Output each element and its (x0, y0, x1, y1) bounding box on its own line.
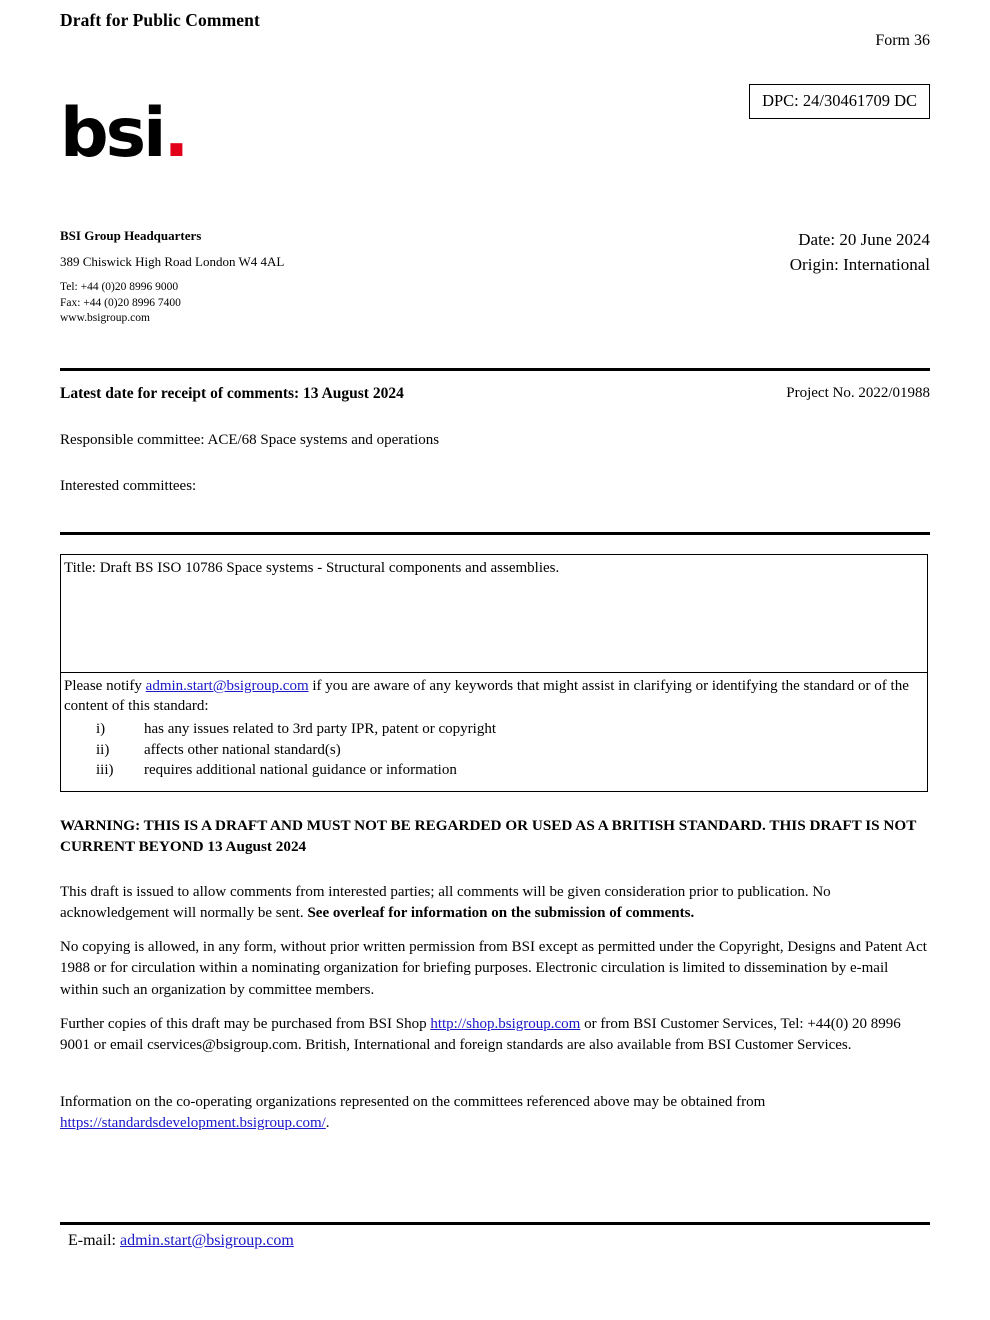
list-item-marker: ii) (96, 741, 110, 758)
address-web: www.bsigroup.com (60, 312, 150, 325)
list-item-text: has any issues related to 3rd party IPR, patent or copyright (144, 720, 497, 737)
paragraph-copies-suffix: or from BSI Customer Services, Tel: +44(0) 20 8996 9001 or email cservices@bsigroup.com. British, International and foreign standards are also available from BSI Customer Services. (60, 1016, 901, 1054)
list-item (96, 719, 927, 740)
paragraph-comments (60, 882, 930, 925)
list-item-text: affects other national standard(s) (144, 741, 341, 758)
divider-top (60, 368, 930, 371)
bsi-logo-dot: . (163, 94, 187, 173)
address-tel: Tel: +44 (0)20 8996 9000 (60, 281, 179, 294)
standards-development-link[interactable]: https://standardsdevelopment.bsigroup.com/ (60, 1115, 326, 1132)
latest-comment-date: Latest date for receipt of comments: 13 August 2024 (60, 385, 404, 402)
paragraph-organizations (60, 1092, 930, 1135)
paragraph-comments-emphasis: See overleaf for information on the submission of comments. (307, 905, 695, 922)
footer-email-row (68, 1232, 294, 1250)
document-date: Date: 20 June 2024 (798, 230, 930, 249)
form-number: Form 36 (875, 32, 930, 49)
footer-email-link[interactable]: admin.start@bsigroup.com (119, 1232, 294, 1249)
interested-committees: Interested committees: (60, 478, 197, 494)
paragraph-organizations-suffix: . (325, 1115, 330, 1132)
page-title: Draft for Public Comment (60, 10, 260, 30)
bsi-logo-text (60, 94, 187, 173)
bsi-logo-word: bsi (60, 94, 164, 173)
notify-block (61, 673, 927, 791)
list-item-marker: i) (96, 720, 106, 737)
paragraph-copies (60, 1014, 930, 1057)
paragraph-copying: No copying is allowed, in any form, without prior written permission from BSI except as permitted under the Copyright, Designs and Patent Act 1988 or for circulation within a nominating organization for briefing purposes. Electronic circulation is limited to dissemination by e-mail within such an organization by committee members. (60, 939, 927, 998)
warning-text: WARNING: THIS IS A DRAFT AND MUST NOT BE REGARDED OR USED AS A BRITISH STANDARD. THIS DRAFT IS NOT CURRENT BEYOND 13 August 2024 (60, 817, 917, 855)
divider-middle (60, 532, 930, 535)
bsi-logo (60, 94, 187, 173)
dpc-number-box: DPC: 24/30461709 DC (749, 84, 930, 119)
notify-items-list (64, 719, 927, 781)
document-origin: Origin: International (789, 254, 930, 274)
notify-email-link[interactable]: admin.start@bsigroup.com (145, 678, 309, 694)
paragraph-comments-text: This draft is issued to allow comments from interested parties; all comments will be given consideration prior to publication. No acknowledgement will normally be sent. (60, 884, 831, 922)
address-block (60, 228, 284, 327)
responsible-committee: Responsible committee: ACE/68 Space systems and operations (60, 432, 440, 448)
bsi-shop-link[interactable]: http://shop.bsigroup.com (430, 1016, 581, 1032)
list-item-text: requires additional national guidance or information (144, 762, 457, 779)
address-hq: BSI Group Headquarters (60, 228, 202, 243)
comments-meta-row (60, 385, 930, 403)
list-item-marker: iii) (96, 762, 114, 779)
list-item (96, 760, 927, 781)
footer-email-label: E-mail: (68, 1232, 120, 1249)
project-number: Project No. 2022/01988 (786, 385, 930, 401)
page-content (60, 0, 930, 1249)
list-item (96, 740, 927, 761)
date-block (790, 228, 930, 277)
address-fax: Fax: +44 (0)20 8996 7400 (60, 296, 181, 309)
divider-bottom (60, 1222, 930, 1225)
standard-title: Title: Draft BS ISO 10786 Space systems - Structural components and assemblies. (61, 555, 927, 673)
paragraph-organizations-prefix: Information on the co-operating organizations represented on the committees referenced above may be obtained from (60, 1094, 766, 1110)
standard-title-box (60, 554, 928, 792)
paragraph-copies-prefix: Further copies of this draft may be purchased from BSI Shop (60, 1016, 431, 1032)
document-header (60, 0, 930, 49)
notify-prefix: Please notify (64, 678, 146, 694)
address-street: 389 Chiswick High Road London W4 4AL (60, 253, 285, 269)
notify-suffix: if you are aware of any keywords that might assist in clarifying or identifying the standard or of the content of this standard: (64, 678, 909, 714)
